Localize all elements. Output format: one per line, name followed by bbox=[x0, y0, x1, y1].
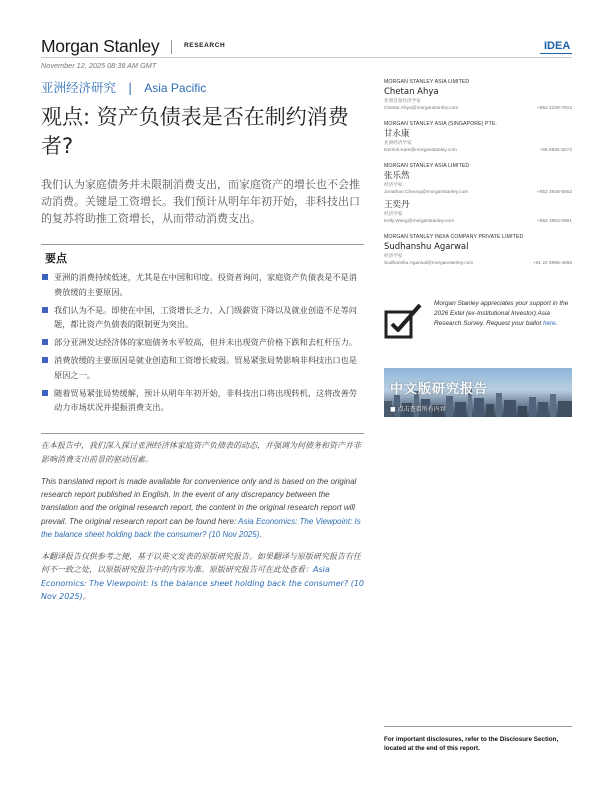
banner-subtitle: ■ 点击查看所有内容 bbox=[390, 406, 446, 413]
english-disclaimer-text: This translated report is made available for convenience only and is based on the original research report published in English. In the event of any discrepancy between the translation and the original research report, the content in the original research report will prevail. The original research report can be found here: bbox=[41, 477, 357, 526]
key-point-text: 亚洲的消费持续低迷，尤其是在中国和印度。投资者询问，家庭资产负债表是不是消费放缓的主要原因。 bbox=[54, 272, 357, 297]
survey-note bbox=[434, 299, 574, 329]
report-category bbox=[41, 78, 206, 96]
chinese-disclaimer bbox=[41, 550, 366, 604]
key-points-bottom-rule bbox=[41, 433, 364, 434]
analyst-title: 亚洲经济学家 bbox=[384, 141, 412, 146]
ballot-link[interactable]: here bbox=[542, 320, 556, 327]
analyst-card bbox=[384, 242, 572, 269]
ballot-check-icon bbox=[384, 302, 424, 342]
analyst-card bbox=[384, 87, 572, 114]
analyst-firm: MORGAN STANLEY ASIA (SINGAPORE) PTE. bbox=[384, 121, 497, 127]
analyst-firm: MORGAN STANLEY INDIA COMPANY PRIVATE LIMITED bbox=[384, 234, 524, 240]
report-title: 观点: 资产负债表是否在制约消费者? bbox=[41, 105, 349, 158]
analyst-email[interactable]: Jonathan.Cheung@morganstanley.com bbox=[384, 190, 469, 195]
chinese-research-banner[interactable] bbox=[384, 368, 572, 417]
banner-title: 中文版研究报告 bbox=[390, 382, 489, 397]
analyst-phone: +852 3848-5652 bbox=[536, 190, 572, 195]
analyst-card bbox=[384, 129, 572, 156]
analyst-group bbox=[384, 234, 572, 269]
analyst-contact bbox=[384, 147, 572, 156]
key-point-text: 我们认为不是。即使在中国，工资增长乏力、入门级薪资下降以及就业创造不足等问题，都比资产负债表的限制更为突出。 bbox=[54, 304, 357, 329]
key-point-item bbox=[41, 270, 364, 299]
bullet-square-icon bbox=[42, 274, 48, 280]
key-points-top-rule bbox=[41, 244, 364, 245]
original-report-link-en[interactable]: Asia Economics: The Viewpoint: Is the balance sheet holding back the consumer? (10 Nov 2025) bbox=[41, 516, 361, 539]
analyst-phone: +852 2239-7812 bbox=[536, 106, 572, 111]
analyst-name: 王奕丹 bbox=[384, 200, 410, 210]
research-label: RESEARCH bbox=[184, 42, 226, 49]
analyst-group bbox=[384, 163, 572, 227]
key-points-list bbox=[41, 270, 364, 418]
intro-text: 在本报告中，我们深入探讨亚洲经济体家庭资产负债表的动态，并强调为何债务和资产并非影响消费支出前景的驱动因素。 bbox=[41, 441, 361, 464]
analyst-name: Sudhanshu Agarwal bbox=[384, 242, 469, 252]
analyst-contact bbox=[384, 218, 572, 227]
key-points-title: 要点 bbox=[45, 252, 67, 265]
original-report-link-cn[interactable]: Asia Economics: The Viewpoint: Is the balance sheet holding back the consumer? (10 Nov 2025) bbox=[41, 565, 364, 602]
chinese-disclaimer-end: 。 bbox=[82, 592, 91, 602]
analyst-card bbox=[384, 171, 572, 198]
analyst-title: 经济学家 bbox=[384, 212, 403, 217]
category-region: Asia Pacific bbox=[144, 81, 207, 95]
survey-text: Morgan Stanley appreciates your support in the 2026 Extel (ex-Institutional Investor) Asia Research Survey. Request your ballot bbox=[434, 300, 569, 327]
analyst-name: Chetan Ahya bbox=[384, 87, 439, 97]
analyst-title: 经济学家 bbox=[384, 254, 403, 259]
analyst-contact bbox=[384, 105, 572, 114]
analyst-firm: MORGAN STANLEY ASIA LIMITED bbox=[384, 79, 470, 85]
key-point-text: 部分亚洲发达经济体的家庭债务水平较高，但并未出现资产价格下跌和去杠杆压力。 bbox=[54, 337, 357, 347]
key-point-text: 随着贸易紧张局势缓解，预计从明年年初开始，非科技出口将出现转机，这将改善劳动力市场状况并提振消费支出。 bbox=[54, 387, 357, 412]
analyst-title: 亚洲首席经济学家 bbox=[384, 99, 421, 104]
bullet-square-icon bbox=[42, 390, 48, 396]
category-separator: | bbox=[128, 80, 133, 95]
english-disclaimer bbox=[41, 475, 366, 541]
bullet-square-icon bbox=[42, 357, 48, 363]
bullet-square-icon bbox=[42, 339, 48, 345]
english-disclaimer-end: . bbox=[259, 529, 262, 539]
analyst-name: 甘永康 bbox=[384, 129, 410, 139]
survey-end: . bbox=[555, 320, 558, 327]
analyst-phone: +65 6834-8272 bbox=[539, 148, 572, 153]
publish-date: November 12, 2025 08:38 AM GMT bbox=[41, 61, 157, 70]
analyst-title: 经济学家 bbox=[384, 183, 403, 188]
key-point-item bbox=[41, 335, 364, 350]
category-name: 亚洲经济研究 bbox=[41, 80, 117, 95]
key-point-item bbox=[41, 353, 364, 382]
footer-divider bbox=[384, 726, 572, 727]
chinese-disclaimer-text: 本翻译报告仅供参考之便，基于以英文发表的原版研究报告。如果翻译与原版研究报告有任何不一致之处，以原版研究报告中的内容为准。原版研究报告可在此处查看： bbox=[41, 552, 361, 575]
analyst-name: 张乐然 bbox=[384, 171, 410, 181]
bullet-square-icon bbox=[42, 307, 48, 313]
analyst-card bbox=[384, 200, 572, 227]
key-point-item bbox=[41, 303, 364, 332]
report-summary: 我们认为家庭债务并未限制消费支出，而家庭资产的增长也不会推动消费。关键是工资增长。我们预计从明年年初开始，非科技出口的复苏将助推工资增长，从而带动消费支出。 bbox=[41, 178, 360, 225]
idea-underline bbox=[540, 53, 572, 54]
analyst-firm: MORGAN STANLEY ASIA LIMITED bbox=[384, 163, 470, 169]
analyst-group bbox=[384, 79, 572, 114]
key-point-item bbox=[41, 386, 364, 415]
logo-divider bbox=[171, 40, 172, 54]
analyst-list bbox=[384, 79, 572, 276]
analyst-email[interactable]: Sudhanshu.Agarwal@morganstanley.com bbox=[384, 261, 474, 266]
brand-logo: Morgan Stanley bbox=[41, 36, 160, 56]
analyst-contact bbox=[384, 260, 572, 269]
analyst-contact bbox=[384, 189, 572, 198]
analyst-email[interactable]: Chetan.Ahya@morganstanley.com bbox=[384, 106, 459, 111]
analyst-email[interactable]: Derrick.Kam@morganstanley.com bbox=[384, 148, 457, 153]
analyst-phone: +852 3963-0891 bbox=[536, 219, 572, 224]
idea-badge: IDEA bbox=[544, 40, 571, 52]
analyst-phone: +91 22 6995-4866 bbox=[532, 261, 572, 266]
disclosure-note: For important disclosures, refer to the Disclosure Section, located at the end of this report. bbox=[384, 736, 559, 752]
analyst-email[interactable]: Kelly.Wang@morganstanley.com bbox=[384, 219, 455, 224]
analyst-group bbox=[384, 121, 572, 156]
key-point-text: 消费放缓的主要原因是就业创造和工资增长疲弱。贸易紧张局势影响非科技出口也是原因之一。 bbox=[54, 355, 357, 380]
header-divider bbox=[41, 57, 572, 58]
